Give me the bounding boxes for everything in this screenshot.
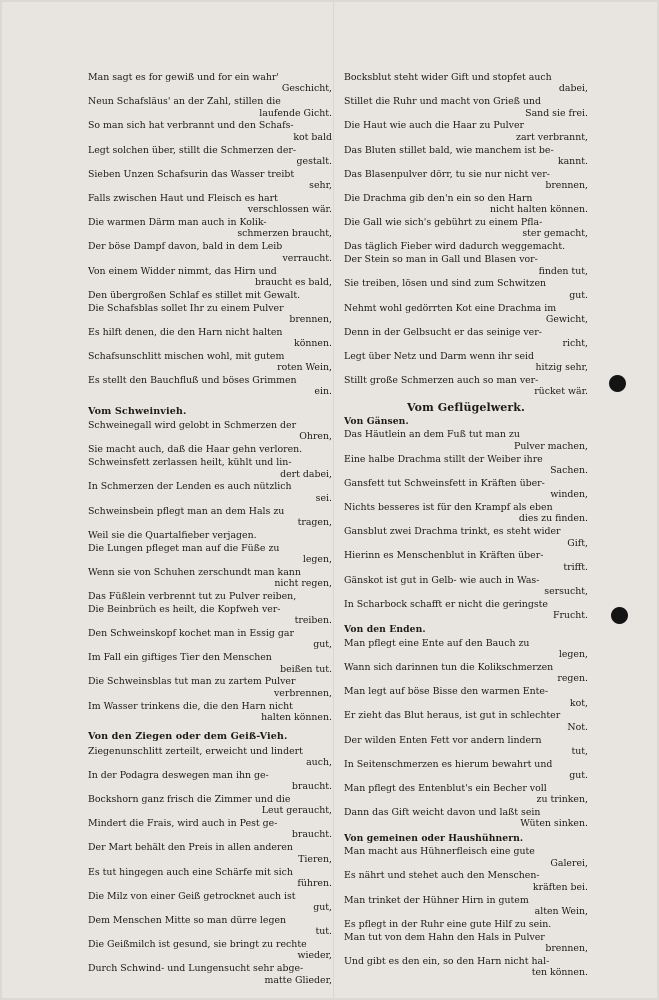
verse-line: Man pflegt eine Ente auf den Bauch zu	[344, 637, 530, 649]
verse-line: Man legt auf böse Bisse den warmen Ente-	[344, 686, 549, 698]
verse	[88, 217, 332, 240]
verse-line-continuation: alten Wein,	[534, 905, 588, 917]
verse-line: Ziegenunschlitt zerteilt, erweicht und lindert	[88, 745, 303, 757]
verse	[344, 120, 588, 143]
verse	[88, 891, 332, 914]
verse-group-sheep	[88, 72, 332, 398]
verse-line-continuation: ster gemacht,	[522, 228, 588, 240]
verse	[88, 963, 332, 986]
verse	[88, 939, 332, 962]
verse	[344, 846, 588, 869]
verse-group-goats	[88, 746, 332, 986]
verse-line-continuation: gut.	[569, 289, 588, 301]
verse-line-continuation: legen,	[558, 649, 588, 661]
verse-line: In Schmerzen der Lenden es auch nützlich	[88, 481, 292, 493]
verse-line-continuation: Frucht.	[552, 610, 588, 622]
verse	[88, 290, 332, 301]
verse-line-continuation: braucht.	[291, 829, 332, 841]
verse	[88, 701, 332, 724]
verse-line-continuation: brennen,	[545, 942, 588, 954]
verse-line: Nehmt wohl gedörrten Kot eine Drachma im	[344, 302, 557, 314]
section-heading-ducks: Von den Enden.	[344, 624, 426, 636]
section-heading-goats: Von den Ziegen oder dem Geiß-Vieh.	[88, 731, 288, 743]
verse	[344, 327, 588, 350]
verse-line: Das Häutlein an dem Fuß tut man zu	[344, 429, 520, 441]
verse-line: Schweinsbein pflegt man an dem Hals zu	[88, 505, 285, 517]
verse-line-continuation: nicht regen,	[274, 578, 332, 590]
verse	[88, 375, 332, 398]
verse-line: Falls zwischen Haut und Fleisch es hart	[88, 192, 278, 204]
verse-line-continuation: verschlossen wär.	[247, 204, 332, 216]
verse-line: Dem Menschen Mitte so man dürre legen	[88, 914, 287, 926]
verse	[88, 530, 332, 541]
verse	[344, 278, 588, 301]
verse-group-goat-continued	[344, 72, 588, 398]
verse-line: Die Schafsblas sollet Ihr zu einem Pulver	[88, 302, 284, 314]
verse-line: Wann sich darinnen tun die Kolikschmerzen	[344, 662, 554, 673]
verse-line: Man pflegt des Entenblut's ein Becher voll	[344, 782, 547, 794]
verse	[344, 502, 588, 525]
verse-line-continuation: verbrennen,	[274, 687, 332, 699]
verse-line-continuation: Gift,	[567, 537, 588, 549]
verse	[344, 478, 588, 501]
verse-line-continuation: winden,	[550, 489, 588, 501]
verse-line: In Seitenschmerzen es hierum bewahrt und	[344, 758, 553, 770]
verse-line: Legt über Netz und Darm wenn ihr seid	[344, 350, 535, 362]
left-column	[88, 72, 332, 987]
section-heading-chickens: Von gemeinen oder Haushühnern.	[344, 832, 524, 844]
verse	[344, 550, 588, 573]
verse	[344, 870, 588, 893]
verse	[344, 351, 588, 374]
verse-line-continuation: Gewicht,	[545, 313, 588, 325]
verse-line: Das täglich Fieber wird dadurch weggemacht.	[344, 241, 566, 253]
verse	[88, 543, 332, 566]
verse-line-continuation: finden tut,	[538, 265, 588, 277]
verse	[344, 599, 588, 622]
verse-line: Wenn sie von Schuhen zerschundt man kann	[88, 566, 301, 578]
verse-line: Das Bluten stillet bald, wie manchem ist be-	[344, 144, 554, 156]
verse-line: Im Wasser trinkens die, die den Harn nicht	[88, 700, 293, 712]
verse-line: Neun Schafsläus' an der Zahl, stillen die	[88, 96, 281, 108]
verse-line-continuation: dabei,	[558, 83, 588, 95]
verse-line: Sieben Unzen Schafsurin das Wasser treibt	[88, 168, 295, 180]
verse-line-continuation: auch,	[306, 756, 332, 768]
verse	[344, 662, 588, 685]
verse-line: Sie macht auch, daß die Haar gehn verloren.	[88, 444, 303, 456]
verse-group-ducks	[344, 638, 588, 830]
verse	[88, 266, 332, 289]
verse-line: Die Geißmilch ist gesund, sie bringt zu rechte	[88, 939, 307, 951]
verse	[88, 193, 332, 216]
verse-line-continuation: gut,	[313, 639, 332, 651]
verse	[88, 842, 332, 865]
right-column	[344, 72, 588, 980]
verse-line-continuation: tut.	[315, 926, 332, 938]
verse-line-continuation: rücket wär.	[534, 386, 588, 398]
verse-line: Es hilft denen, die den Harn nicht halten	[88, 326, 283, 338]
verse-line: Er zieht das Blut heraus, ist gut in schlechter	[344, 710, 561, 722]
verse	[88, 770, 332, 793]
verse-line-continuation: gut.	[569, 770, 588, 782]
verse	[344, 241, 588, 252]
verse-line-continuation: Galerei,	[550, 857, 588, 869]
verse-line: Durch Schwind- und Lungensucht sehr abge-	[88, 963, 304, 975]
verse-line: Man sagt es for gewiß und for ein wahr'	[88, 72, 279, 83]
verse-line: Eine halbe Drachma stillt der Weiber ihre	[344, 453, 543, 465]
verse-line: Das Blasenpulver dörr, tu sie nur nicht ver-	[344, 168, 550, 180]
verse-line-continuation: ten können.	[531, 967, 588, 979]
verse-line: Schafsunschlitt mischen wohl, mit gutem	[88, 350, 285, 362]
verse-line: Gänskot ist gut in Gelb- wie auch in Was-	[344, 574, 540, 586]
verse	[88, 327, 332, 350]
punch-hole-lower	[611, 607, 628, 624]
verse-line: Bocksblut steht wider Gift und stopfet auch	[344, 72, 552, 83]
verse	[344, 638, 588, 661]
verse-line-continuation: Ohren,	[299, 431, 332, 443]
verse-line: Hierinn es Menschenblut in Kräften über-	[344, 550, 544, 562]
page-fold-line	[333, 2, 334, 998]
verse	[344, 710, 588, 733]
verse-line-continuation: brennen,	[289, 313, 332, 325]
verse-line-continuation: Tieren,	[298, 853, 332, 865]
verse-group-pigs	[88, 420, 332, 723]
verse	[88, 591, 332, 602]
verse-line-continuation: treiben.	[294, 615, 332, 627]
verse-line: Schweinsfett zerlassen heilt, kühlt und lin-	[88, 457, 292, 469]
verse-line: Denn in der Gelbsucht er das seinige ver-	[344, 326, 542, 338]
verse-line-continuation: Leut geraucht,	[261, 805, 332, 817]
verse	[88, 72, 332, 95]
verse	[344, 575, 588, 598]
verse-line: So man sich hat verbrannt und den Schafs-	[88, 120, 294, 132]
verse-group-geese	[344, 429, 588, 621]
verse-line: Es nährt und stehet auch den Menschen-	[344, 870, 540, 882]
verse	[88, 96, 332, 119]
verse-line-continuation: zart verbrannt,	[516, 131, 588, 143]
verse	[344, 526, 588, 549]
verse-line-continuation: roten Wein,	[277, 362, 332, 374]
verse	[344, 956, 588, 979]
verse	[344, 169, 588, 192]
verse-line: Gansblut zwei Drachma trinkt, es steht wider	[344, 526, 561, 538]
verse-line: Weil sie die Quartalfieber verjagen.	[88, 529, 257, 541]
verse	[344, 429, 588, 452]
verse-line: Der Mart behält den Preis in allen anderen	[88, 842, 293, 854]
verse	[88, 652, 332, 675]
section-heading-geese: Von Gänsen.	[344, 416, 409, 428]
verse-line-continuation: tut,	[571, 745, 588, 757]
verse	[88, 444, 332, 455]
verse-line-continuation: Geschicht,	[281, 83, 332, 95]
verse-line-continuation: trifft.	[563, 561, 588, 573]
verse	[344, 254, 588, 277]
verse-line-continuation: Not.	[567, 721, 588, 733]
verse-line-continuation: hitzig sehr,	[535, 362, 588, 374]
verse-line-continuation: braucht.	[291, 781, 332, 793]
verse	[88, 628, 332, 651]
verse	[344, 686, 588, 709]
verse-line: Legt solchen über, stillt die Schmerzen der-	[88, 144, 297, 156]
verse-line: Mindert die Frais, wird auch in Pest ge-	[88, 818, 278, 830]
verse-line-continuation: zu trinken,	[536, 794, 588, 806]
verse-line-continuation: kräften bei.	[532, 881, 588, 893]
verse-line-continuation: gut,	[313, 902, 332, 914]
verse	[88, 303, 332, 326]
verse	[344, 759, 588, 782]
verse	[88, 481, 332, 504]
verse-line-continuation: braucht es bald,	[254, 276, 332, 288]
verse-line-continuation: können.	[294, 338, 332, 350]
verse	[344, 193, 588, 216]
verse-line-continuation: nicht halten können.	[490, 204, 588, 216]
verse-line-continuation: tragen,	[297, 516, 332, 528]
verse-group-chickens	[344, 846, 588, 978]
verse-line: Der Stein so man in Gall und Blasen vor-	[344, 254, 538, 266]
verse	[88, 915, 332, 938]
verse	[88, 676, 332, 699]
verse-line: Der böse Dampf davon, bald in dem Leib	[88, 241, 283, 253]
verse-line: Die Lungen pfleget man auf die Füße zu	[88, 542, 280, 554]
verse-line: Die warmen Därm man auch in Kolik-	[88, 217, 267, 229]
verse	[344, 454, 588, 477]
verse-line-continuation: kot,	[569, 697, 588, 709]
verse-line: Schweinegall wird gelobt in Schmerzen der	[88, 420, 297, 432]
verse-line: Die Gall wie sich's gebührt zu einem Pfla-	[344, 217, 543, 229]
verse-line: Der wilden Enten Fett vor andern lindern	[344, 734, 542, 746]
verse	[88, 241, 332, 264]
verse-line-continuation: matte Glieder,	[264, 974, 332, 986]
verse-line: Den Schweinskopf kochet man in Essig gar	[88, 627, 294, 639]
verse	[88, 567, 332, 590]
verse-line: Dann das Gift weicht davon und laßt sein	[344, 807, 541, 819]
verse	[344, 895, 588, 918]
verse	[344, 807, 588, 830]
verse-line: Sie treiben, lösen und sind zum Schwitzen	[344, 278, 547, 290]
section-heading-pigs: Vom Schweinvieh.	[88, 405, 187, 417]
verse	[88, 506, 332, 529]
verse-line: Gansfett tut Schweinsfett in Kräften über-	[344, 477, 545, 489]
verse-line-continuation: sersucht,	[544, 585, 588, 597]
verse	[344, 217, 588, 240]
verse-line-continuation: sei.	[315, 492, 332, 504]
verse-line: Man trinket der Hühner Hirn in gutem	[344, 894, 529, 906]
verse	[344, 375, 588, 398]
verse-line: Stillet die Ruhr und macht von Grieß und	[344, 96, 541, 108]
verse-line: Nichts besseres ist für den Krampf als eben	[344, 502, 553, 514]
verse	[88, 604, 332, 627]
verse-line-continuation: Sachen.	[550, 465, 588, 476]
verse-line: Bockshorn ganz frisch die Zimmer und die	[88, 793, 291, 805]
verse-line-continuation: Sand sie frei.	[525, 107, 588, 119]
verse	[344, 919, 588, 930]
verse	[88, 818, 332, 841]
verse-line-continuation: kannt.	[557, 155, 588, 167]
verse	[88, 120, 332, 143]
verse-line: Die Drachma gib den'n ein so den Harn	[344, 192, 533, 204]
verse-line-continuation: brennen,	[545, 180, 588, 192]
verse	[88, 420, 332, 443]
verse	[344, 145, 588, 168]
verse	[344, 96, 588, 119]
verse-line-continuation: schmerzen braucht,	[237, 228, 332, 240]
verse-line: In Scharbock schafft er nicht die geringste	[344, 598, 548, 610]
verse-line-continuation: führen.	[297, 877, 332, 889]
verse-line-continuation: halten können.	[261, 711, 332, 723]
verse-line: Es stellt den Bauchfluß und böses Grimmen	[88, 375, 297, 387]
verse-line-continuation: dies zu finden.	[518, 513, 588, 525]
verse-line-continuation: regen.	[557, 673, 588, 685]
verse-line: Die Haut wie auch die Haar zu Pulver	[344, 120, 525, 132]
verse-line: Im Fall ein giftiges Tier den Menschen	[88, 652, 272, 664]
verse	[88, 169, 332, 192]
verse-line: Den übergroßen Schlaf es stillet mit Gewalt.	[88, 289, 301, 301]
verse-line-continuation: gestalt.	[296, 155, 332, 167]
verse-line: Die Milz von einer Geiß getrocknet auch ist	[88, 890, 296, 902]
verse-line-continuation: Wüten sinken.	[520, 818, 588, 830]
verse-line: Von einem Widder nimmt, das Hirn und	[88, 265, 277, 277]
verse	[88, 351, 332, 374]
verse-line-continuation: sehr,	[309, 180, 332, 192]
verse-line-continuation: verraucht.	[282, 252, 332, 264]
verse-line-continuation: dert dabei,	[280, 468, 332, 480]
verse	[88, 746, 332, 769]
verse-line: Die Beinbrüch es heilt, die Kopfweh ver-	[88, 603, 281, 615]
verse-line-continuation: beißen tut.	[280, 663, 332, 675]
verse-line-continuation: richt,	[562, 338, 588, 350]
verse	[344, 72, 588, 95]
verse	[88, 145, 332, 168]
verse-line: Das Füßlein verbrennt tut zu Pulver reiben,	[88, 590, 297, 602]
verse	[344, 735, 588, 758]
verse-line: Es pflegt in der Ruhr eine gute Hilf zu sein.	[344, 918, 552, 930]
verse	[88, 794, 332, 817]
verse	[88, 457, 332, 480]
section-heading-poultry: Vom Geflügelwerk.	[407, 400, 525, 414]
verse	[344, 932, 588, 955]
verse-line: Man tut von dem Hahn den Hals in Pulver	[344, 931, 545, 943]
verse-line-continuation: kot bald	[293, 131, 332, 143]
verse-line-continuation: Pulver machen,	[514, 440, 588, 452]
verse-line: Man macht aus Hühnerfleisch eine gute	[344, 846, 535, 858]
verse-line: Es tut hingegen auch eine Schärfe mit sich	[88, 866, 293, 878]
verse-line-continuation: laufende Gicht.	[259, 107, 332, 119]
verse-line-continuation: wieder,	[297, 950, 332, 962]
verse-line: Und gibt es den ein, so den Harn nicht hal-	[344, 955, 550, 967]
verse-line: Die Schweinsblas tut man zu zartem Pulver	[88, 676, 296, 688]
verse-line-continuation: ein.	[314, 386, 332, 398]
verse	[344, 303, 588, 326]
verse-line: Stillt große Schmerzen auch so man ver-	[344, 375, 539, 387]
verse	[88, 867, 332, 890]
verse-line-continuation: legen,	[302, 553, 332, 565]
document-page	[2, 2, 657, 998]
verse	[344, 783, 588, 806]
verse-line: In der Podagra deswegen man ihn ge-	[88, 769, 269, 781]
punch-hole-upper	[609, 375, 626, 392]
